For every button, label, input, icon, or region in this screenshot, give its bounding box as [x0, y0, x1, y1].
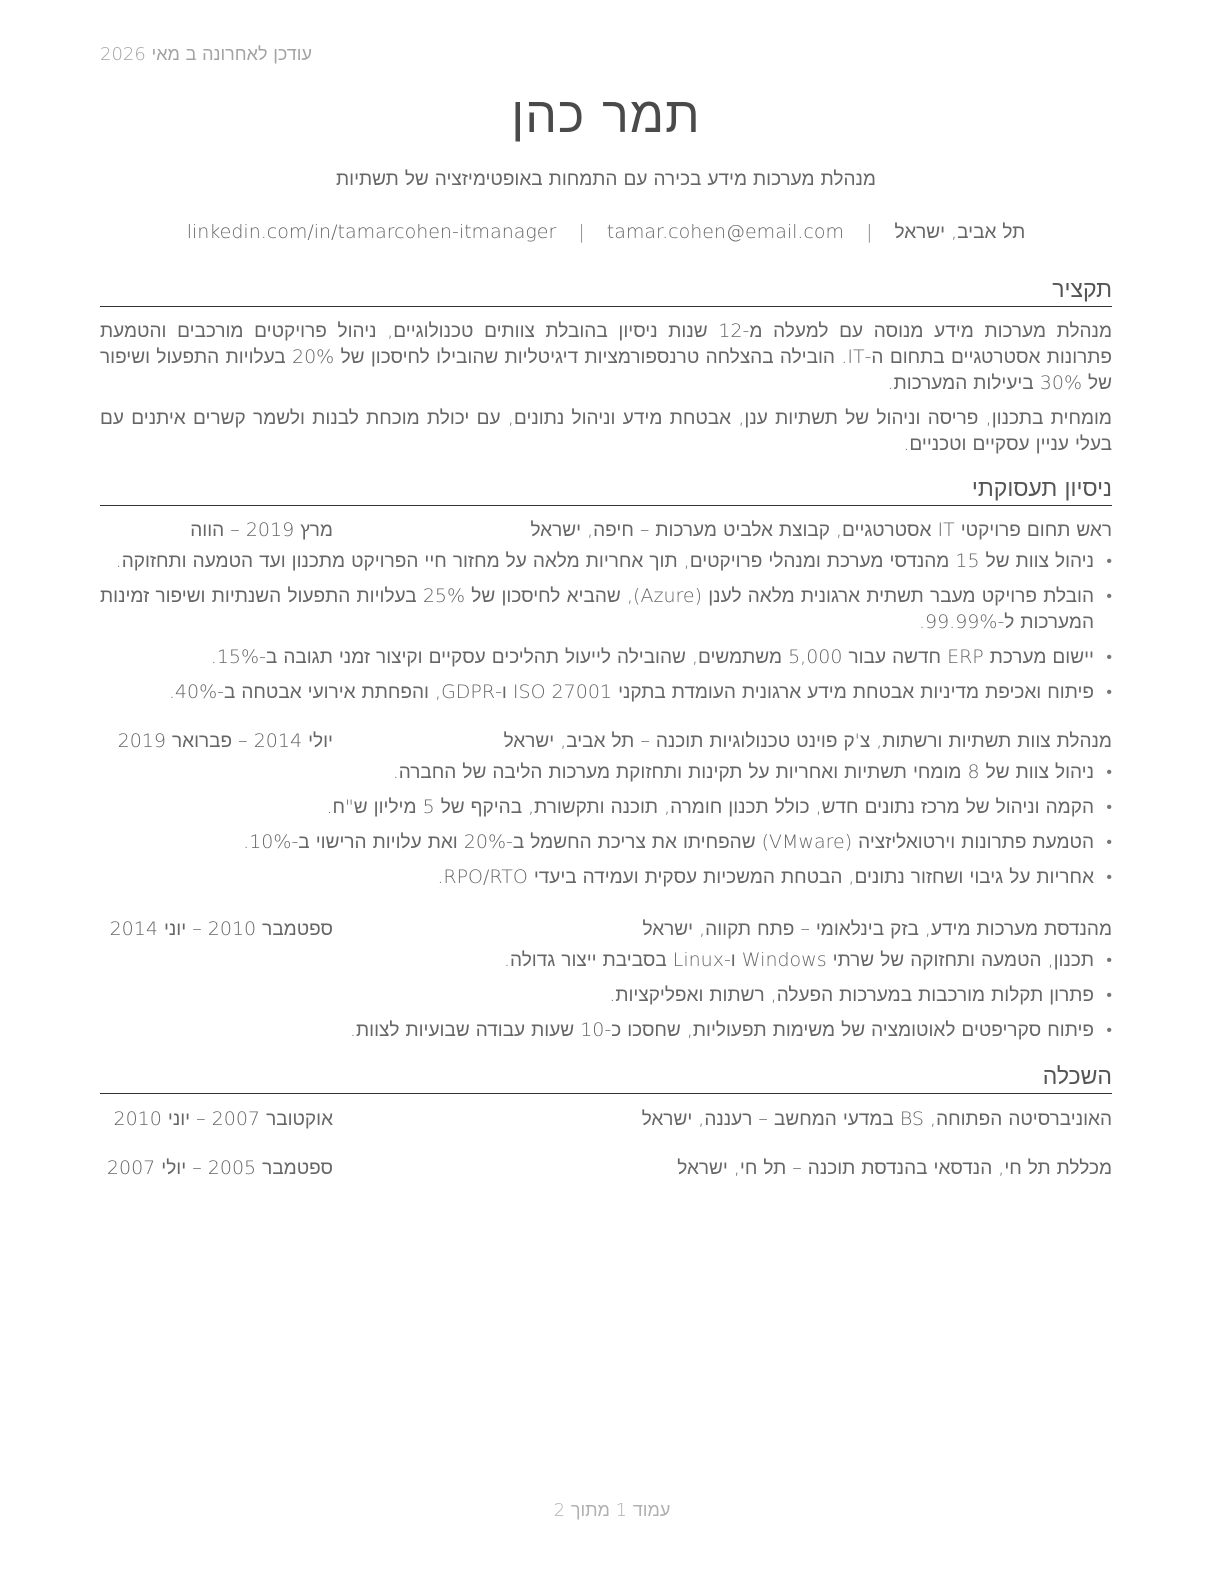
list-item: • ניהול צוות של 15 מהנדסי מערכת ומנהלי פרויקטים, תוך אחריות מלאה על מחזור חיי הפרויקט מתכנון ועד הטמעה ותחזוקה. [100, 548, 1112, 574]
list-item: • ניהול צוות של 8 מומחי תשתיות ואחריות על תקינות ותחזוקת מערכות הליבה של החברה. [100, 759, 1112, 785]
tagline: מנהלת מערכות מידע בכירה עם התמחות באופטימיזציה של תשתיות [336, 168, 876, 190]
education-entry [100, 1106, 1112, 1132]
education-dates: אוקטובר 2007 – יוני 2010 [113, 1108, 333, 1130]
education-entry [100, 1155, 1112, 1181]
summary-paragraph: מנהלת מערכות מידע מנוסה עם למעלה מ-12 שנות ניסיון בהובלת צוותים טכנולוגיים, ניהול פרויקטים מורכבים והטמעת פתרונות אסטרטגיים בתחום ה-IT. הובילה בהצלחה טרנספורמציות דיגיטליות שהובילו לחיסכון של 20% בעלויות התפעול ושיפור של 30% ביעילות המערכות. [100, 320, 1112, 394]
job-header [100, 728, 1112, 754]
job-header [100, 517, 1112, 543]
list-item: • תכנון, הטמעה ותחזוקה של שרתי Windows ו-Linux בסביבת ייצור גדולה. [100, 947, 1112, 973]
candidate-name: תמר כהן [511, 86, 701, 144]
job-bullets [100, 947, 1112, 1052]
list-item: • אחריות על גיבוי ושחזור נתונים, הבטחת המשכיות עסקית ועמידה ביעדי RPO/RTO. [100, 864, 1112, 890]
job-role: מנהלת צוות תשתיות ורשתות, צ'ק פוינט טכנולוגיות תוכנה – תל אביב, ישראל [503, 730, 1112, 752]
education-school: האוניברסיטה הפתוחה, BS במדעי המחשב – רעננה, ישראל [641, 1108, 1112, 1130]
list-item: • הקמה וניהול של מרכז נתונים חדש, כולל תכנון חומרה, תוכנה ותקשורת, בהיקף של 5 מיליון ש"ח. [100, 794, 1112, 820]
job-header [100, 916, 1112, 942]
list-item: • פיתוח ואכיפת מדיניות אבטחת מידע ארגונית העומדת בתקני ISO 27001 ו-GDPR, והפחתת אירועי אבטחה ב-40%. [100, 679, 1112, 705]
job-dates: יולי 2014 – פברואר 2019 [117, 730, 333, 752]
contact-email[interactable]: tamar.cohen@email.com [606, 221, 845, 243]
summary-paragraph: מומחית בתכנון, פריסה וניהול של תשתיות ענן, אבטחת מידע וניהול נתונים, עם יכולת מוכחת לבנות ולשמר קשרים איתנים עם בעלי עניין עסקיים וטכניים. [100, 407, 1112, 455]
job-dates: ספטמבר 2010 – יוני 2014 [109, 918, 333, 940]
job-role: מהנדסת מערכות מידע, בזק בינלאומי – פתח תקווה, ישראל [642, 918, 1112, 940]
job-dates: מרץ 2019 – הווה [190, 519, 333, 541]
job-role: ראש תחום פרויקטי IT אסטרטגיים, קבוצת אלביט מערכות – חיפה, ישראל [530, 519, 1112, 541]
list-item: • הובלת פרויקט מעבר תשתית ארגונית מלאה לענן (Azure), שהביא לחיסכון של 25% בעלויות התפעול השנתיות ושיפור זמינות המערכות ל-99.99%. [100, 583, 1112, 635]
education-school: מכללת תל חי, הנדסאי בהנדסת תוכנה – תל חי, ישראל [677, 1157, 1112, 1179]
job-bullets [100, 548, 1112, 714]
list-item: • יישום מערכת ERP חדשה עבור 5,000 משתמשים, שהובילה לייעול תהליכים עסקיים וקיצור זמני תגובה ב-15%. [100, 644, 1112, 670]
contact-linkedin[interactable]: linkedin.com/in/tamarcohen-itmanager [186, 221, 557, 243]
list-item: • פתרון תקלות מורכבות במערכות הפעלה, רשתות ואפליקציות. [100, 982, 1112, 1008]
job-bullets [100, 759, 1112, 899]
page-number: עמוד 1 מתוך 2 [553, 1500, 671, 1521]
last-updated: עודכן לאחרונה ב מאי 2026 [100, 44, 312, 65]
contact-separator: | [866, 221, 873, 243]
list-item: • פיתוח סקריפטים לאוטומציה של משימות תפעוליות, שחסכו כ-10 שעות עבודה שבועיות לצוות. [100, 1017, 1112, 1043]
list-item: • הטמעת פתרונות וירטואליזציה (VMware) שהפחיתו את צריכת החשמל ב-20% ואת עלויות הרישוי ב-10%. [100, 829, 1112, 855]
education-heading: השכלה [100, 1063, 1112, 1094]
summary-heading: תקציר [100, 276, 1112, 307]
experience-heading: ניסיון תעסוקתי [100, 475, 1112, 506]
resume-page [100, 0, 1112, 1584]
contact-separator: | [578, 221, 585, 243]
contact-location: תל אביב, ישראל [894, 221, 1026, 243]
education-dates: ספטמבר 2005 – יולי 2007 [106, 1157, 333, 1179]
contact-line [100, 221, 1112, 244]
